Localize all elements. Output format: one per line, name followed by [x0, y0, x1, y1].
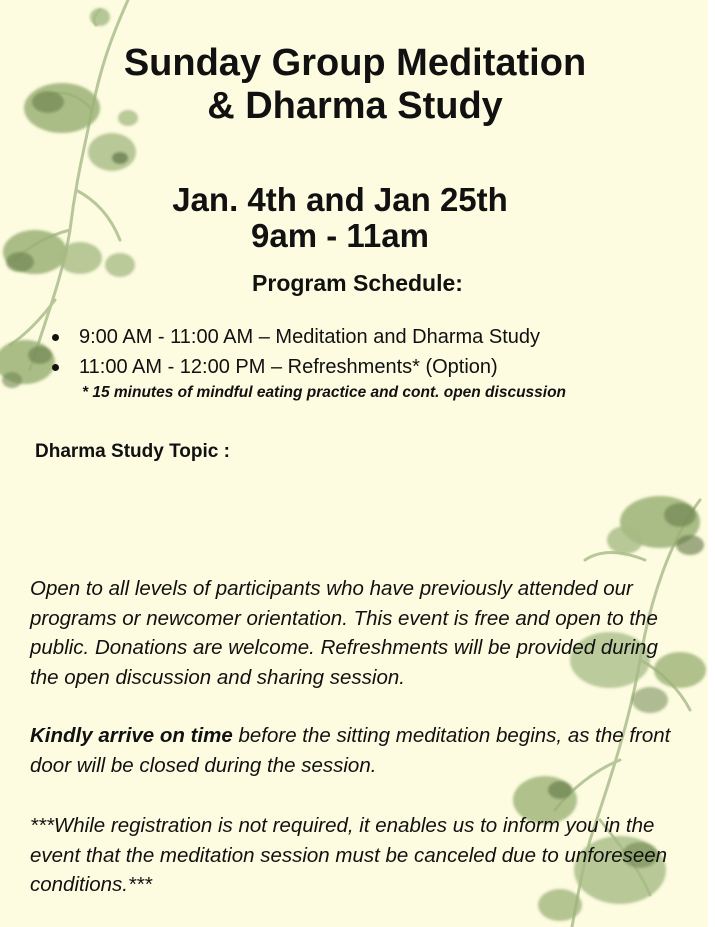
- schedule-item: 9:00 AM - 11:00 AM – Meditation and Dharma Study: [48, 322, 540, 352]
- page-margin: [708, 0, 715, 927]
- arrival-text: before the sitting meditation begins, as the front door will be closed during the session.: [30, 724, 671, 777]
- event-title: [60, 42, 650, 128]
- schedule-list: [48, 322, 540, 382]
- event-title-line2: & Dharma Study: [207, 85, 503, 127]
- event-dates-line: Jan. 4th and Jan 25th: [172, 181, 508, 218]
- arrival-paragraph: [30, 721, 690, 780]
- participation-paragraph: Open to all levels of participants who have previously attended our programs or newcomer orientation. This event is free and open to the public. Donations are welcome. Refreshments will be provided during the open discussion and sharing session.: [30, 577, 658, 689]
- event-title-line1: Sunday Group Meditation: [123, 42, 587, 84]
- registration-paragraph: ***While registration is not required, it enables us to inform you in the event that the meditation session must be canceled due to unforeseen conditions.***: [30, 814, 668, 896]
- dharma-topic-label: Dharma Study Topic :: [35, 441, 230, 462]
- schedule-footnote: * 15 minutes of mindful eating practice and cont. open discussion: [82, 384, 567, 401]
- schedule-heading: Program Schedule:: [252, 270, 463, 296]
- arrival-emphasis: Kindly arrive on time: [30, 724, 233, 747]
- event-dates: [130, 182, 550, 254]
- schedule-item: 11:00 AM - 12:00 PM – Refreshments* (Option): [48, 352, 540, 382]
- event-time-line: 9am - 11am: [251, 217, 429, 254]
